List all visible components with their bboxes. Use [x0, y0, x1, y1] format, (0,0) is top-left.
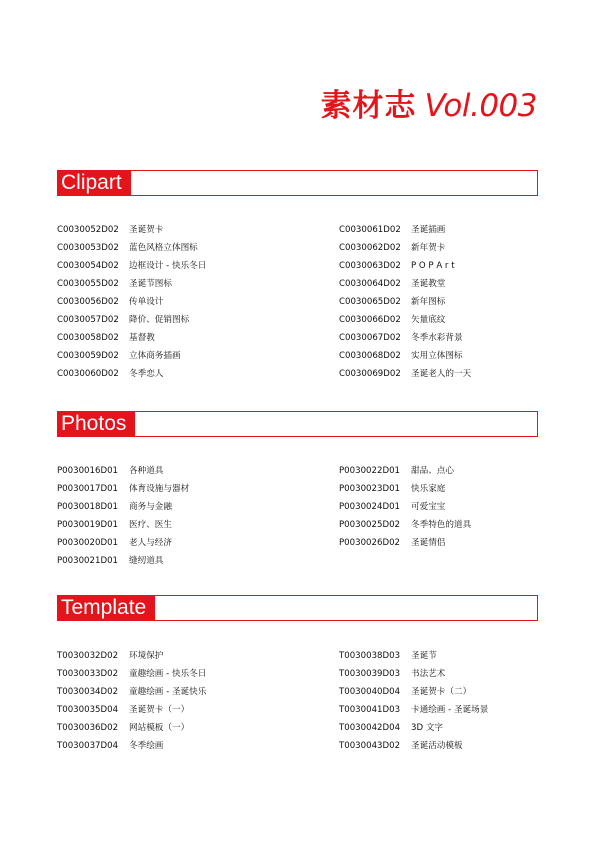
item-name: 圣诞老人的一天: [411, 369, 472, 379]
item-code: P0030020D01: [57, 538, 119, 548]
list-item: [339, 347, 471, 365]
item-code: P0030018D01: [57, 502, 119, 512]
item-name: 实用立体图标: [411, 351, 463, 361]
item-code: T0030042D04: [339, 723, 401, 733]
item-code: C0030056D02: [57, 297, 119, 307]
list-item: [57, 701, 206, 719]
item-name: 老人与经济: [129, 538, 172, 548]
photos-list-left: [57, 462, 189, 570]
item-name: 童趣绘画 - 圣诞快乐: [129, 687, 207, 697]
item-code: C0030059D02: [57, 351, 119, 361]
list-item: [339, 221, 471, 239]
list-item: [339, 647, 488, 665]
list-item: [339, 311, 471, 329]
item-code: T0030038D03: [339, 651, 401, 661]
item-code: T0030032D02: [57, 651, 119, 661]
list-item: [57, 462, 189, 480]
list-item: [339, 665, 488, 683]
list-item: [57, 647, 206, 665]
title-volume: Vol.003: [424, 88, 537, 124]
item-name: 立体商务插画: [129, 351, 181, 361]
item-code: T0030033D02: [57, 669, 119, 679]
item-name: 冬季恋人: [129, 369, 164, 379]
item-code: C0030063D02: [339, 261, 401, 271]
item-name: 降价、促销图标: [129, 315, 190, 325]
item-code: C0030052D02: [57, 225, 119, 235]
list-item: [57, 719, 206, 737]
item-code: T0030034D02: [57, 687, 119, 697]
item-code: C0030057D02: [57, 315, 119, 325]
section-label-template: Template: [57, 595, 155, 621]
list-item: [339, 365, 471, 383]
title-main: 素材志: [320, 88, 417, 124]
item-code: C0030065D02: [339, 297, 401, 307]
item-name: 童趣绘画 - 快乐冬日: [129, 669, 207, 679]
clipart-list-left: [57, 221, 206, 383]
item-name: 各种道具: [129, 466, 164, 476]
list-item: [57, 275, 206, 293]
item-name: 环境保护: [129, 651, 164, 661]
item-name: 新年图标: [411, 297, 446, 307]
item-code: C0030061D02: [339, 225, 401, 235]
list-item: [57, 365, 206, 383]
item-name: 圣诞插画: [411, 225, 446, 235]
item-code: P0030017D01: [57, 484, 119, 494]
item-code: C0030067D02: [339, 333, 401, 343]
clipart-list-right: [339, 221, 471, 383]
item-code: C0030055D02: [57, 279, 119, 289]
item-name: 商务与金融: [129, 502, 172, 512]
item-name: 圣诞贺卡: [129, 225, 164, 235]
item-name: 可爱宝宝: [411, 502, 446, 512]
list-item: [339, 498, 471, 516]
section-label-photos: Photos: [57, 411, 135, 437]
item-code: T0030035D04: [57, 705, 119, 715]
list-item: [339, 480, 471, 498]
item-code: P0030022D01: [339, 466, 401, 476]
item-name: 基督教: [129, 333, 155, 343]
item-code: P0030023D01: [339, 484, 401, 494]
item-name: 圣诞节: [411, 651, 437, 661]
item-name: 冬季水彩背景: [411, 333, 463, 343]
list-item: [339, 239, 471, 257]
item-code: P0030019D01: [57, 520, 119, 530]
item-code: P0030024D01: [339, 502, 401, 512]
list-item: [339, 275, 471, 293]
item-name: 蓝色风格立体图标: [129, 243, 198, 253]
item-code: T0030041D03: [339, 705, 401, 715]
item-code: T0030036D02: [57, 723, 119, 733]
template-list-left: [57, 647, 206, 755]
item-code: C0030053D02: [57, 243, 119, 253]
section-header-clipart: [57, 170, 538, 196]
item-code: C0030058D02: [57, 333, 119, 343]
list-item: [57, 665, 206, 683]
item-name: 缝纫道具: [129, 556, 164, 566]
item-name: 网站模板（一）: [129, 723, 190, 733]
list-item: [339, 719, 488, 737]
item-name: 3D 文字: [411, 723, 444, 733]
list-item: [57, 480, 189, 498]
list-item: [339, 293, 471, 311]
list-item: [57, 516, 189, 534]
section-header-photos: [57, 411, 538, 437]
list-item: [57, 498, 189, 516]
item-code: C0030064D02: [339, 279, 401, 289]
list-item: [57, 347, 206, 365]
item-code: C0030069D02: [339, 369, 401, 379]
item-code: T0030039D03: [339, 669, 401, 679]
item-name: 书法艺术: [411, 669, 446, 679]
list-item: [57, 552, 189, 570]
list-item: [339, 462, 471, 480]
item-name: 冬季特色的道具: [411, 520, 472, 530]
item-name: 圣诞情侣: [411, 538, 446, 548]
item-name: 圣诞贺卡（二）: [411, 687, 472, 697]
list-item: [339, 534, 471, 552]
template-list-right: [339, 647, 488, 755]
item-name: 矢量底纹: [411, 315, 446, 325]
item-name: 冬季绘画: [129, 741, 164, 751]
item-name: 传单设计: [129, 297, 164, 307]
list-item: [339, 683, 488, 701]
list-item: [57, 221, 206, 239]
list-item: [57, 257, 206, 275]
item-code: T0030040D04: [339, 687, 401, 697]
section-label-clipart: Clipart: [57, 170, 131, 196]
item-code: C0030054D02: [57, 261, 119, 271]
item-name: 医疗、医生: [129, 520, 172, 530]
item-name: 快乐家庭: [411, 484, 446, 494]
item-code: C0030066D02: [339, 315, 401, 325]
list-item: [57, 329, 206, 347]
list-item: [339, 516, 471, 534]
list-item: [339, 701, 488, 719]
item-name: 圣诞教堂: [411, 279, 446, 289]
item-code: C0030068D02: [339, 351, 401, 361]
item-name: 新年贺卡: [411, 243, 446, 253]
list-item: [57, 737, 206, 755]
item-code: T0030037D04: [57, 741, 119, 751]
page-title: [321, 80, 538, 125]
item-name: 圣诞贺卡（一）: [129, 705, 190, 715]
item-code: T0030043D02: [339, 741, 401, 751]
list-item: [57, 534, 189, 552]
list-item: [339, 737, 488, 755]
list-item: [57, 683, 206, 701]
item-name: 边框设计 - 快乐冬日: [129, 261, 207, 271]
list-item: [339, 257, 471, 275]
item-code: P0030025D02: [339, 520, 401, 530]
item-name: P O P A r t: [411, 261, 455, 271]
item-code: P0030021D01: [57, 556, 119, 566]
item-name: 甜品、点心: [411, 466, 454, 476]
item-name: 圣诞活动模板: [411, 741, 463, 751]
item-name: 卡通绘画 - 圣诞场景: [411, 705, 489, 715]
item-name: 圣诞节图标: [129, 279, 172, 289]
list-item: [57, 239, 206, 257]
section-header-template: [57, 595, 538, 621]
item-code: P0030026D02: [339, 538, 401, 548]
item-code: C0030060D02: [57, 369, 119, 379]
list-item: [57, 293, 206, 311]
list-item: [339, 329, 471, 347]
item-code: P0030016D01: [57, 466, 119, 476]
item-code: C0030062D02: [339, 243, 401, 253]
list-item: [57, 311, 206, 329]
photos-list-right: [339, 462, 471, 552]
item-name: 体育设施与器材: [129, 484, 190, 494]
